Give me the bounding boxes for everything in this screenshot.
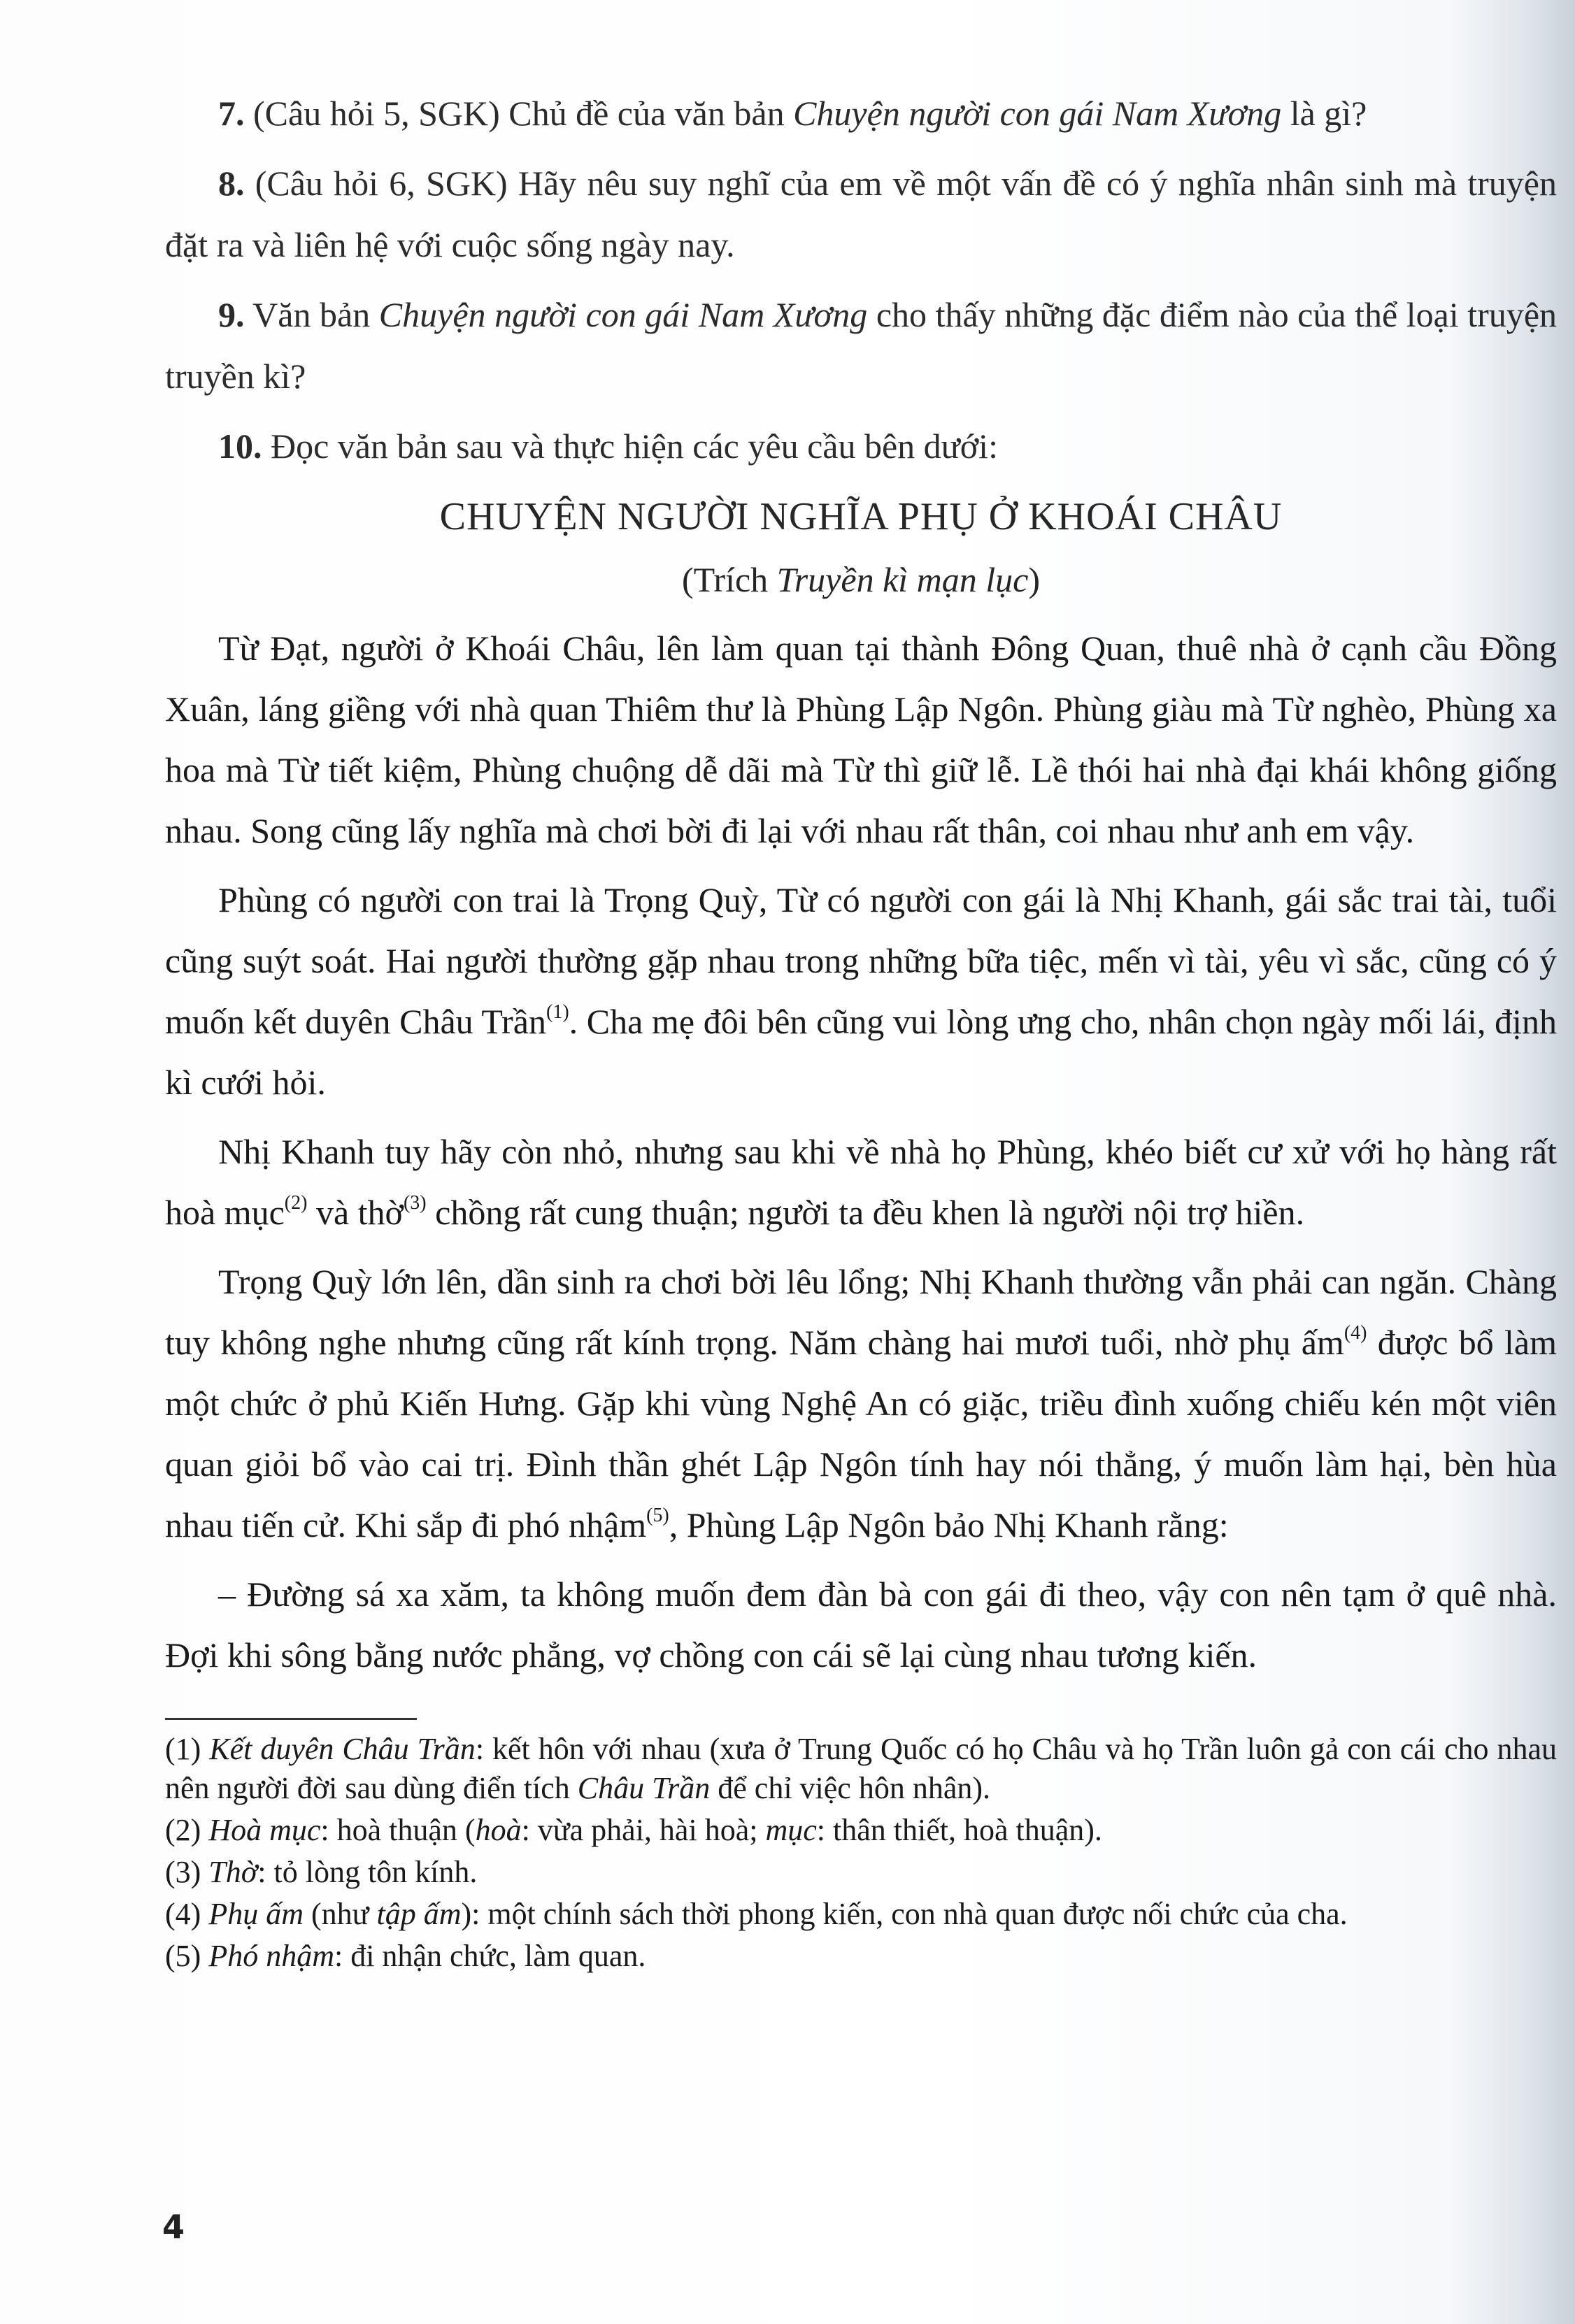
footnote-text: (như: [303, 1897, 377, 1931]
footnote-text: : vừa phải, hài hoà;: [521, 1813, 766, 1847]
footnote-term: Kết duyên Châu Trần: [209, 1732, 476, 1766]
paragraph-text: Phùng có người con trai là Trọng Quỳ, Từ có người con gái là Nhị Khanh, gái sắc trai tài, tuổi cũng suýt soát. Hai người thường gặp nhau trong những bữa tiệc, mến vì tài, yêu vì sắc, cũng có ý muốn kết duyên Châu Trần: [165, 880, 1557, 1041]
footnote-text: : hoà thuận (: [320, 1813, 476, 1847]
footnote-marker: (3): [165, 1855, 209, 1889]
source-prefix: (Trích: [682, 560, 777, 599]
questions-section: [165, 83, 1557, 477]
footnote-3: [165, 1853, 1557, 1892]
question-number: 7.: [218, 94, 245, 133]
question-8: [165, 152, 1557, 275]
story-source: [165, 548, 1557, 611]
footnote-text: : đi nhận chức, làm quan.: [334, 1939, 646, 1973]
paragraph-text: – Đường sá xa xăm, ta không muốn đem đàn bà con gái đi theo, vậy con nên tạm ở quê nhà. Đợi khi sông bằng nước phẳng, vợ chồng con cái sẽ lại cùng nhau tương kiến.: [165, 1575, 1557, 1674]
footnote-text: để chỉ việc hôn nhân).: [710, 1771, 991, 1805]
story-paragraph-1: [165, 618, 1557, 861]
source-suffix: ): [1028, 560, 1040, 599]
question-number: 8.: [218, 164, 245, 203]
paragraph-text: Từ Đạt, người ở Khoái Châu, lên làm quan tại thành Đông Quan, thuê nhà ở cạnh cầu Đồng Xuân, láng giềng với nhà quan Thiêm thư là Phùng Lập Ngôn. Phùng giàu mà Từ nghèo, Phùng xa hoa mà Từ tiết kiệm, Phùng chuộng dễ dãi mà Từ thì giữ lễ. Lề thói hai nhà đại khái không giống nhau. Song cũng lấy nghĩa mà chơi bời đi lại với nhau rất thân, coi nhau như anh em vậy.: [165, 629, 1557, 850]
footnotes-section: [165, 1730, 1557, 1976]
footnote-1: [165, 1730, 1557, 1808]
footnote-4: [165, 1895, 1557, 1934]
paragraph-text: được bổ làm một chức ở phủ Kiến Hưng. Gặp khi vùng Nghệ An có giặc, triều đình xuống chiếu kén một viên quan giỏi bổ vào cai trị. Đình thần ghét Lập Ngôn tính hay nói thẳng, ý muốn làm hại, bèn hùa nhau tiến cử. Khi sắp đi phó nhậm: [165, 1323, 1557, 1544]
footnote-term: Phó nhậm: [208, 1939, 334, 1973]
footnote-2: [165, 1811, 1557, 1850]
story-paragraph-3: [165, 1121, 1557, 1243]
footnote-text: ): một chính sách thời phong kiến, con nhà quan được nối chức của cha.: [461, 1897, 1348, 1931]
page-content: [165, 83, 1557, 1979]
footnote-divider: [165, 1718, 417, 1720]
footnote-term: Phụ ấm: [208, 1897, 304, 1931]
question-10: [165, 415, 1557, 477]
story-paragraph-5: [165, 1564, 1557, 1686]
footnote-ref-3[interactable]: (3): [403, 1192, 427, 1214]
question-number: 9.: [218, 295, 245, 334]
footnote-term: Thờ: [208, 1855, 258, 1889]
footnote-text: : thân thiết, hoà thuận).: [816, 1813, 1102, 1847]
question-text: Đọc văn bản sau và thực hiện các yêu cầu bên dưới:: [262, 426, 998, 466]
footnote-ref-5[interactable]: (5): [646, 1505, 669, 1526]
footnote-term: mục: [765, 1813, 817, 1847]
paragraph-text: . Cha mẹ đôi bên cũng vui lòng ưng cho, nhân chọn ngày mối lái, định kì cưới hỏi.: [165, 1002, 1557, 1102]
source-work-title: Truyền kì mạn lục: [776, 560, 1029, 599]
question-text: Văn bản: [244, 295, 379, 334]
footnote-term: tập ấm: [376, 1897, 462, 1931]
footnote-marker: (4): [165, 1897, 209, 1931]
question-text: (Câu hỏi 5, SGK) Chủ đề của văn bản: [244, 94, 794, 133]
question-7: [165, 83, 1557, 144]
page-number: 4: [162, 2208, 185, 2246]
paragraph-text: và thờ: [307, 1193, 404, 1232]
story-title: CHUYỆN NGƯỜI NGHĨA PHỤ Ở KHOÁI CHÂU: [439, 495, 1283, 538]
question-text: là gì?: [1281, 94, 1367, 133]
footnote-text: : kết hôn với nhau (xưa ở Trung Quốc có họ Châu và họ Trần luôn gả con cái cho nhau nên người đời sau dùng điển tích: [165, 1732, 1557, 1805]
work-title: Chuyện người con gái Nam Xương: [793, 94, 1282, 133]
paragraph-text: Nhị Khanh tuy hãy còn nhỏ, nhưng sau khi về nhà họ Phùng, khéo biết cư xử với họ hàng rất hoà mục: [165, 1132, 1557, 1232]
paragraph-text: , Phùng Lập Ngôn bảo Nhị Khanh rằng:: [669, 1505, 1229, 1544]
footnote-marker: (1): [165, 1732, 210, 1766]
footnote-term: hoà: [475, 1813, 522, 1847]
question-text: (Câu hỏi 6, SGK) Hãy nêu suy nghĩ của em về một vấn đề có ý nghĩa nhân sinh mà truyện đặt ra và liên hệ với cuộc sống ngày nay.: [165, 164, 1557, 264]
footnote-term: Châu Trần: [577, 1771, 711, 1805]
footnote-ref-4[interactable]: (4): [1344, 1322, 1367, 1344]
footnote-marker: (2): [165, 1813, 209, 1847]
question-9: [165, 284, 1557, 407]
footnote-ref-2[interactable]: (2): [284, 1192, 308, 1214]
footnote-marker: (5): [165, 1939, 209, 1973]
paragraph-text: chồng rất cung thuận; người ta đều khen là người nội trợ hiền.: [426, 1193, 1305, 1232]
footnote-5: [165, 1937, 1557, 1976]
story-paragraph-4: [165, 1251, 1557, 1556]
footnote-term: Hoà mục: [208, 1813, 321, 1847]
footnote-text: : tỏ lòng tôn kính.: [257, 1855, 478, 1889]
footnote-ref-1[interactable]: (1): [546, 1001, 569, 1023]
question-number: 10.: [218, 426, 262, 466]
paragraph-text: Trọng Quỳ lớn lên, dần sinh ra chơi bời lêu lổng; Nhị Khanh thường vẫn phải can ngăn. Chàng tuy không nghe nhưng cũng rất kính trọng. Năm chàng hai mươi tuổi, nhờ phụ ấm: [165, 1262, 1557, 1362]
story-section: [165, 485, 1557, 1686]
work-title: Chuyện người con gái Nam Xương: [378, 295, 868, 334]
story-paragraph-2: [165, 870, 1557, 1113]
question-text: cho thấy những đặc điểm nào của thể loại truyện truyền kì?: [165, 295, 1558, 396]
